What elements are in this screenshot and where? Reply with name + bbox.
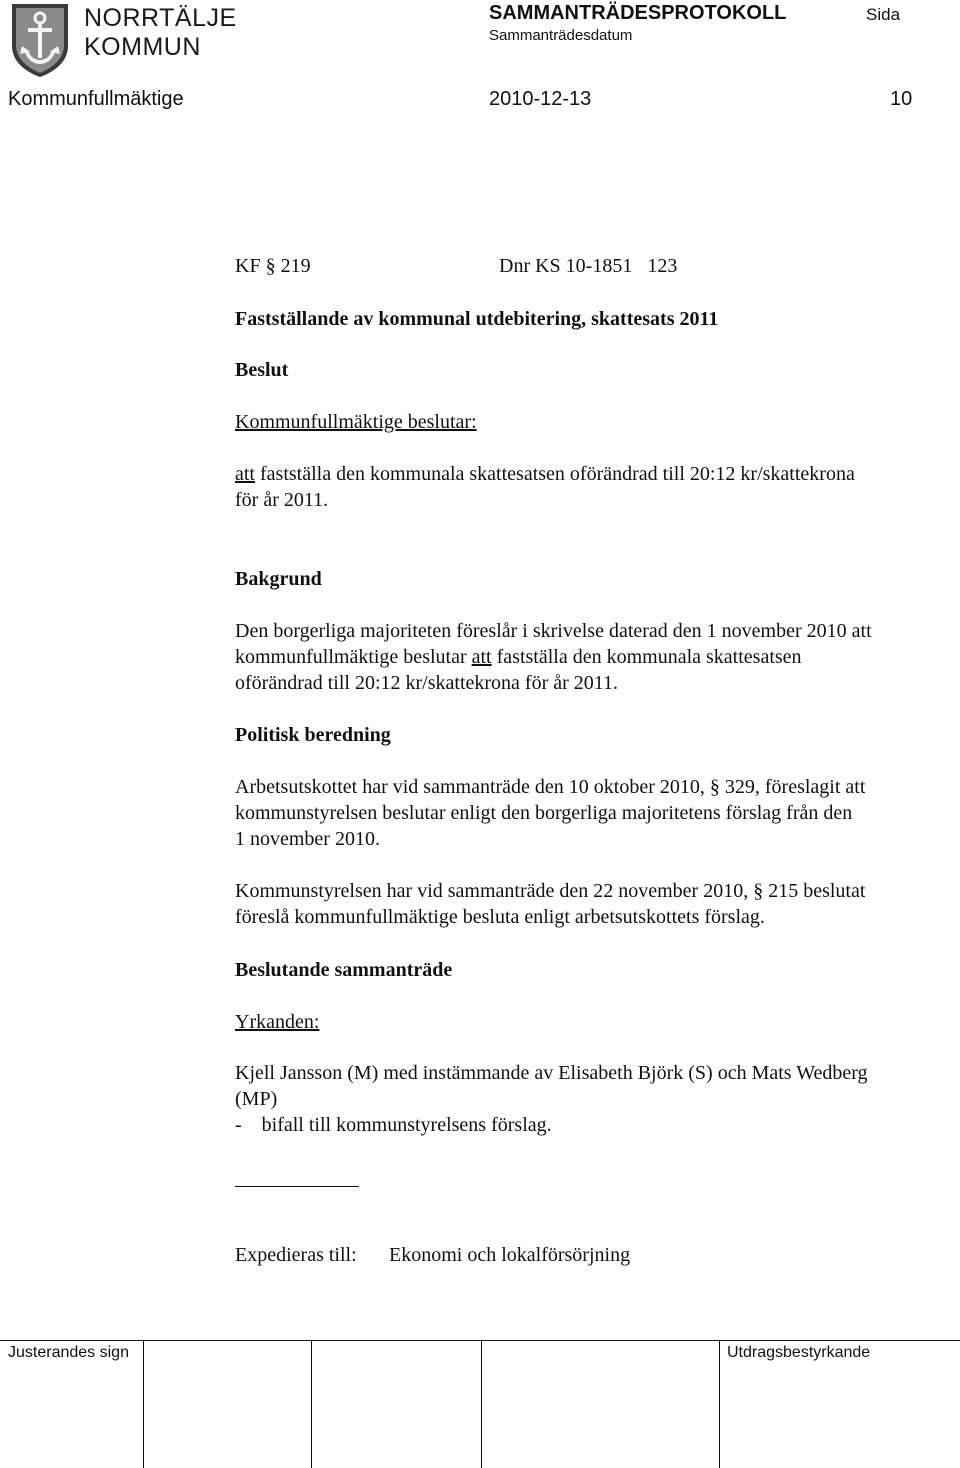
meeting-date: 2010-12-13 (489, 88, 592, 110)
meeting-heading: Beslutande sammanträde (235, 959, 453, 981)
signature-box-divider (481, 1341, 482, 1468)
political-p1-line-1: Arbetsutskottet har vid sammanträde den 10 oktober 2010, § 329, föreslagit att (235, 776, 866, 798)
political-preparation-heading: Politisk beredning (235, 724, 391, 746)
claim-line-2: (MP) (235, 1088, 278, 1110)
background-line-1: Den borgerliga majoriteten föreslår i skrivelse daterad den 1 november 2010 att (235, 620, 872, 642)
political-p2-line-1: Kommunstyrelsen har vid sammanträde den 22 november 2010, § 215 beslutat (235, 880, 866, 902)
logo-line-2: KOMMUN (84, 33, 201, 61)
page-number: 10 (890, 88, 913, 110)
signature-box-divider (143, 1341, 144, 1468)
registration-number: Dnr KS 10-1851 123 (499, 255, 678, 277)
case-title: Fastställande av kommunal utdebitering, skattesats 2011 (235, 308, 719, 330)
dispatch-recipient: Ekonomi och lokalförsörjning (389, 1244, 631, 1266)
coat-of-arms-icon (8, 2, 72, 78)
meeting-date-label: Sammanträdesdatum (489, 27, 633, 44)
separator-line (235, 1186, 359, 1187)
background-line-2 (235, 644, 802, 670)
certification-box-divider (719, 1341, 720, 1468)
background-line-2-start: kommunfullmäktige beslutar (235, 646, 472, 668)
decision-text: fastställa den kommunala skattesatsen oförändrad till 20:12 kr/skattekrona (255, 463, 855, 485)
claim-line-1: Kjell Jansson (M) med instämmande av Elisabeth Björk (S) och Mats Wedberg (235, 1062, 868, 1084)
decision-text-line-2: för år 2011. (235, 489, 329, 511)
signature-footer (0, 1340, 960, 1468)
document-title: SAMMANTRÄDESPROTOKOLL (489, 2, 787, 24)
background-line-3: oförändrad till 20:12 kr/skattekrona för år 2011. (235, 672, 619, 694)
decision-text-line-1 (235, 461, 855, 487)
council-name: Kommunfullmäktige (8, 88, 184, 110)
logo-line-1: NORRTÄLJE (84, 4, 237, 32)
signature-box-divider (311, 1341, 312, 1468)
att-marker: att (471, 646, 492, 668)
claim-line-3: - bifall till kommunstyrelsens förslag. (235, 1114, 552, 1136)
signature-label: Justerandes sign (8, 1344, 129, 1361)
dispatch-label: Expedieras till: (235, 1244, 357, 1266)
background-line-2-end: fastställa den kommunala skattesatsen (491, 646, 802, 668)
certification-label: Utdragsbestyrkande (727, 1344, 871, 1361)
political-p1-line-2: kommunstyrelsen beslutar enligt den borgerliga majoritetens förslag från den (235, 802, 853, 824)
case-number: KF § 219 (235, 255, 311, 277)
background-heading: Bakgrund (235, 568, 322, 590)
municipality-logo (8, 2, 237, 78)
political-p2-line-2: föreslå kommunfullmäktige besluta enligt arbetsutskottets förslag. (235, 906, 765, 928)
political-p1-line-3: 1 november 2010. (235, 828, 380, 850)
page-label: Sida (866, 5, 901, 24)
claims-label: Yrkanden: (235, 1011, 320, 1033)
decision-intro: Kommunfullmäktige beslutar: (235, 411, 477, 433)
logo-wordmark (84, 4, 237, 62)
att-marker: att (235, 463, 255, 485)
decision-heading: Beslut (235, 359, 289, 381)
